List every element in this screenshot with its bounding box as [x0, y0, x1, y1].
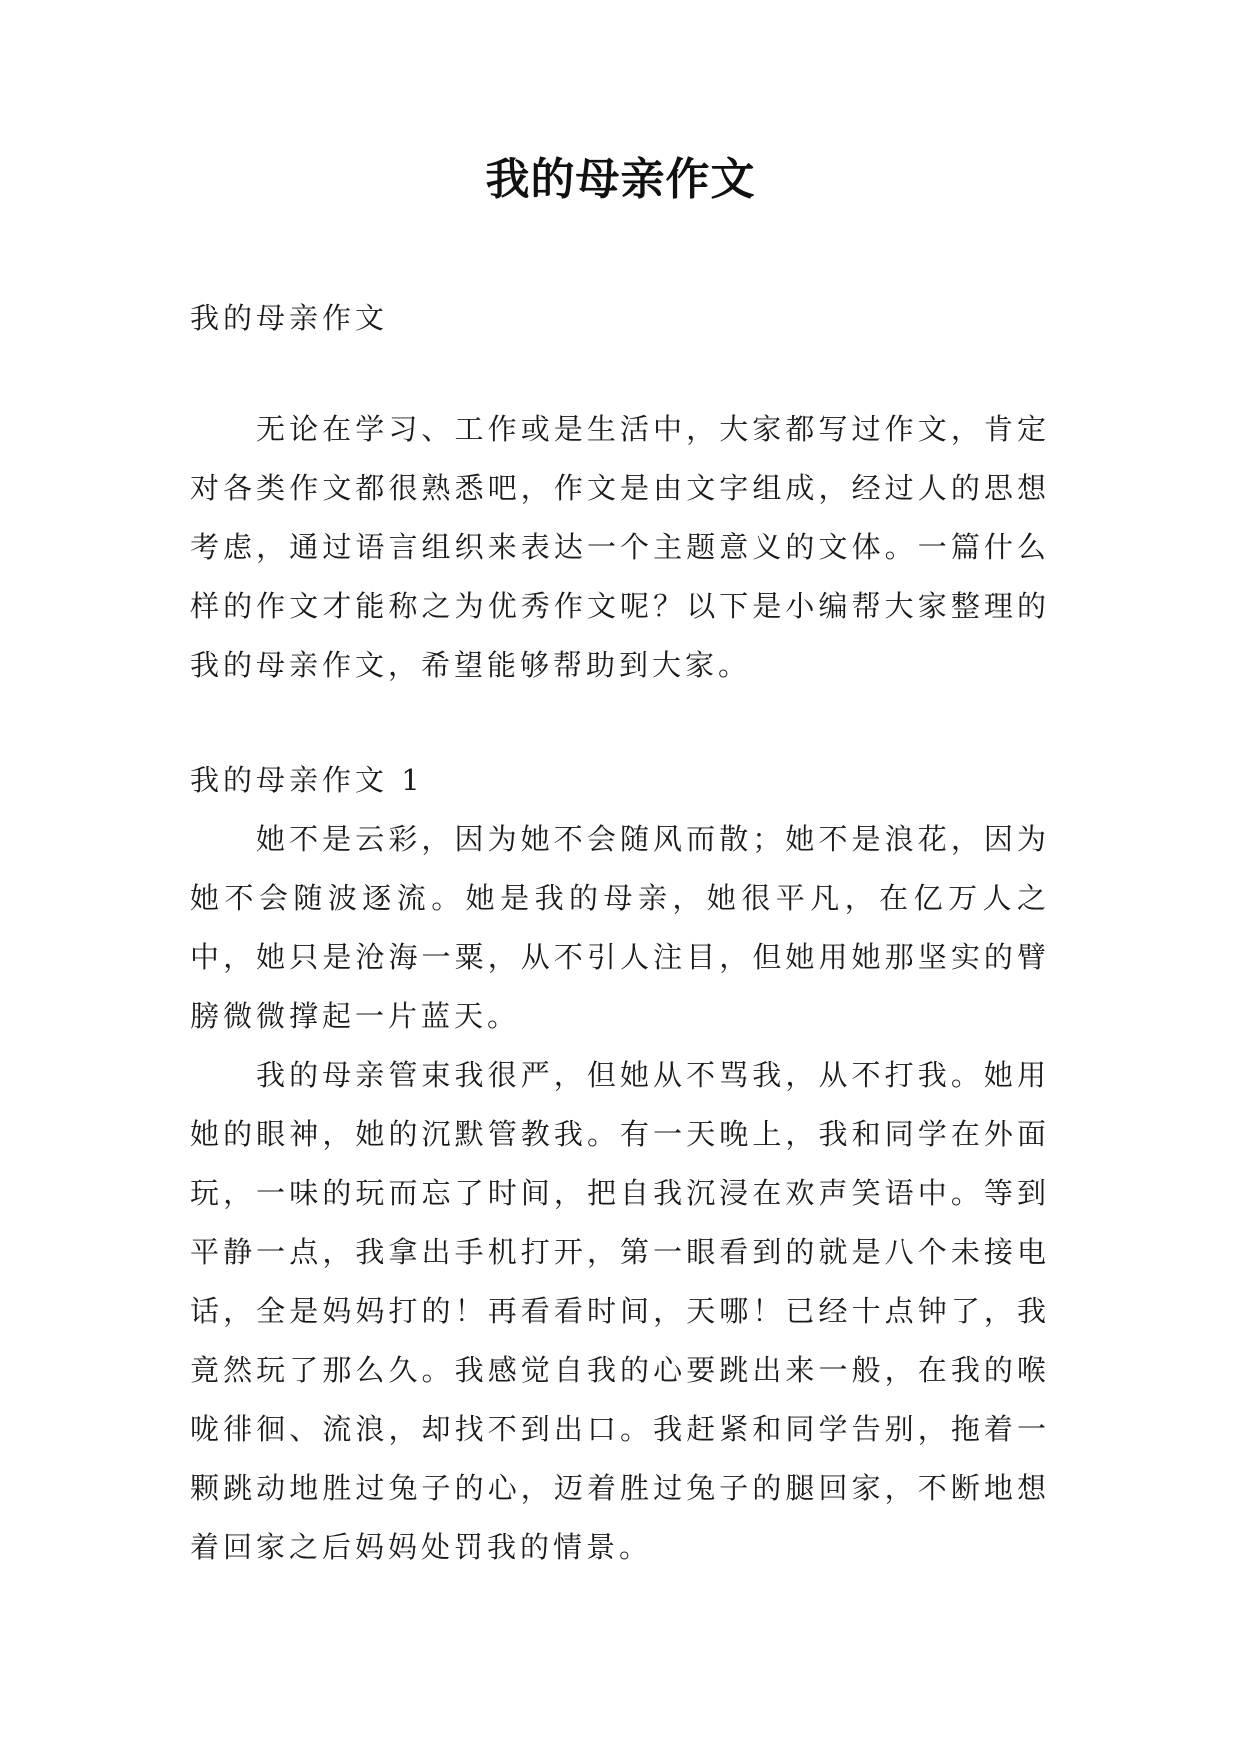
section-body	[190, 810, 1050, 1577]
document-title: 我的母亲作文	[485, 154, 756, 205]
intro-paragraph: 无论在学习、工作或是生活中，大家都写过作文，肯定对各类作文都很熟悉吧，作文是由文字组成，经过人的思想考虑，通过语言组织来表达一个主题意义的文体。一篇什么样的作文才能称之为优秀作文呢？以下是小编帮大家整理的我的母亲作文，希望能够帮助到大家。	[190, 412, 1050, 682]
section-paragraph: 我的母亲管束我很严，但她从不骂我，从不打我。她用她的眼神，她的沉默管教我。有一天晚上，我和同学在外面玩，一味的玩而忘了时间，把自我沉浸在欢声笑语中。等到平静一点，我拿出手机打开，第一眼看到的就是八个未接电话，全是妈妈打的！再看看时间，天哪！已经十点钟了，我竟然玩了那么久。我感觉自我的心要跳出来一般，在我的喉咙徘徊、流浪，却找不到出口。我赶紧和同学告别，拖着一颗跳动地胜过兔子的心，迈着胜过兔子的腿回家，不断地想着回家之后妈妈处罚我的情景。	[190, 1058, 1050, 1564]
section-heading: 我的母亲作文 1	[190, 763, 424, 797]
section-paragraph: 她不是云彩，因为她不会随风而散；她不是浪花，因为她不会随波逐流。她是我的母亲，她很平凡，在亿万人之中，她只是沧海一粟，从不引人注目，但她用她那坚实的臂膀微微撑起一片蓝天。	[190, 822, 1050, 1033]
intro-section	[190, 400, 1050, 695]
document-subtitle: 我的母亲作文	[190, 301, 389, 335]
